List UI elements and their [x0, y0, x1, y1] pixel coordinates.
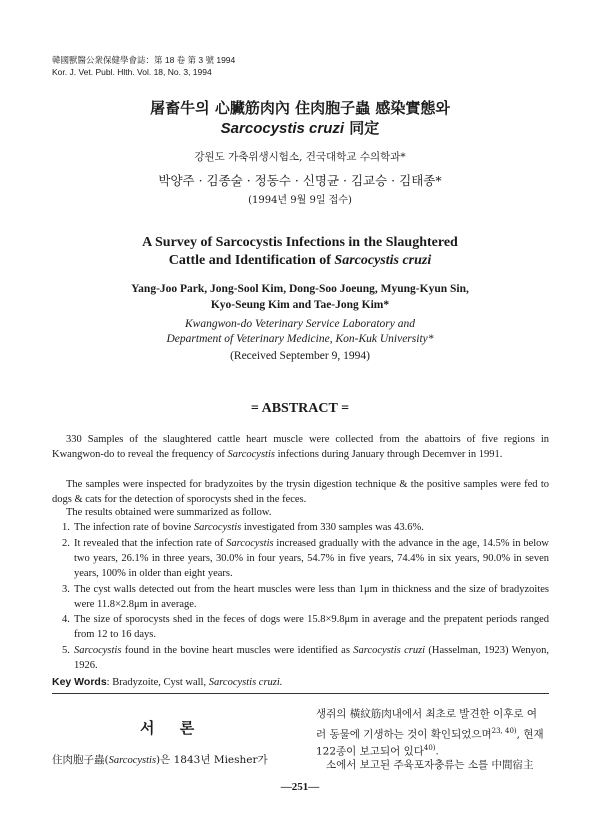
result-text: It revealed that the infection rate of Sarcocystis increased gradually with the advance in the age, 14.5% in below two years, 26.1% in three years, 30.0% in four years, 54.7% in five years, 74.4% in six years, 90.0% in seven years, 100% in older than eight years.	[74, 538, 549, 579]
korean-affiliation: 강원도 가축위생시험소, 건국대학교 수의학과*	[194, 151, 406, 163]
keywords	[52, 676, 282, 688]
introduction-heading: 서 론	[140, 719, 205, 737]
english-received-date: (Received September 9, 1994)	[230, 350, 370, 362]
page-number: —251—	[280, 781, 320, 793]
abstract-p1-text-end: infections during January through Decemver in 1991.	[274, 449, 503, 460]
english-authors-line1: Yang-Joo Park, Jong-Sool Kim, Dong-Soo Joeung, Myung-Kyun Sin,	[131, 283, 469, 295]
abstract-p1-species: Sarcocystis	[227, 449, 275, 460]
introduction-right-line1: 생쥐의 橫紋筋肉내에서 최초로 발견한 이후로 여	[316, 708, 537, 720]
abstract-paragraph-1	[52, 432, 549, 462]
keywords-divider	[52, 693, 549, 694]
abstract-p1-text: 330 Samples of the slaughtered cattle heart muscle were collected from the abattoirs of five regions in Kwangwon-do to reveal the frequency of	[52, 434, 549, 460]
result-number: 2.	[62, 538, 70, 549]
result-text: The infection rate of bovine Sarcocystis investigated from 330 samples was 43.6%.	[74, 522, 424, 533]
journal-citation	[52, 54, 235, 78]
english-affiliation-line2: Department of Veterinary Medicine, Kon-Kuk University*	[166, 333, 434, 345]
introduction-left-column: 住肉胞子蟲(Sarcocystis)은 1843년 Miesher가	[52, 754, 268, 766]
korean-authors: 박양주 · 김종술 · 정동수 · 신명균 · 김교승 · 김태종*	[158, 173, 442, 188]
korean-title-suffix: 同定	[344, 119, 380, 137]
result-number: 1.	[62, 522, 70, 533]
abstract-heading: = ABSTRACT =	[250, 401, 350, 416]
korean-title-line2	[0, 117, 600, 138]
result-number: 4.	[62, 614, 70, 625]
keywords-label: Key Words	[52, 676, 107, 688]
korean-title-line1: 屠畜牛의 心臟筋肉內 住肉胞子蟲 感染實態와	[150, 99, 450, 117]
result-text: The size of sporocysts shed in the feces of dogs were 15.8×9.8μm in average and the prepatent periods ranged from 12 to 16 days.	[74, 614, 549, 640]
introduction-right-line3: 122종이 보고되어 있다$^{40)}$.	[316, 744, 439, 758]
english-title-line1: A Survey of Sarcocystis Infections in the Slaughtered	[142, 235, 458, 250]
english-title-line2	[0, 253, 600, 269]
introduction-right-line4: 소에서 보고된 주육포자충류는 소를 中間宿主	[326, 759, 534, 771]
introduction-right-line2: 러 동물에 기생하는 것이 확인되었으며$^{23, 40)}$, 현재	[316, 727, 544, 741]
result-text: Sarcocystis found in the bovine heart muscles were identified as Sarcocystis cruzi (Hasselman, 1923) Wenyon, 1926.	[74, 645, 550, 671]
english-title-species: Sarcocystis cruzi	[334, 253, 432, 268]
result-text: The cyst walls detected out from the heart muscles were less than 1μm in thickness and the size of bradyzoites were 11.8×2.8μm in average.	[74, 584, 549, 610]
journal-citation-english: Kor. J. Vet. Publ. Hlth. Vol. 18, No. 3, 1994	[52, 67, 212, 77]
korean-title-species: Sarcocystis cruzi	[220, 120, 345, 137]
journal-citation-korean: 韓國獸醫公衆保健學會誌：第 18 卷 第 3 號 1994	[52, 55, 236, 65]
result-number: 5.	[62, 645, 70, 656]
korean-received-date: (1994년 9월 9일 접수)	[248, 195, 352, 206]
result-number: 3.	[62, 584, 70, 595]
abstract-paragraph-2: The samples were inspected for bradyzoites by the trysin digestion technique & the positive samples were fed to dogs & cats for the detection of sporocysts shed in the feces.	[52, 479, 549, 505]
english-authors-line2: Kyo-Seung Kim and Tae-Jong Kim*	[210, 299, 390, 311]
abstract-paragraph-3: The results obtained were summarized as follow.	[66, 507, 272, 518]
english-affiliation-line1: Kwangwon-do Veterinary Service Laboratory and	[185, 318, 415, 330]
english-title-plain: Cattle and Identification of	[168, 253, 335, 268]
keywords-list: : Bradyzoite, Cyst wall,	[106, 677, 209, 688]
keywords-species: Sarcocystis cruzi.	[208, 677, 283, 688]
